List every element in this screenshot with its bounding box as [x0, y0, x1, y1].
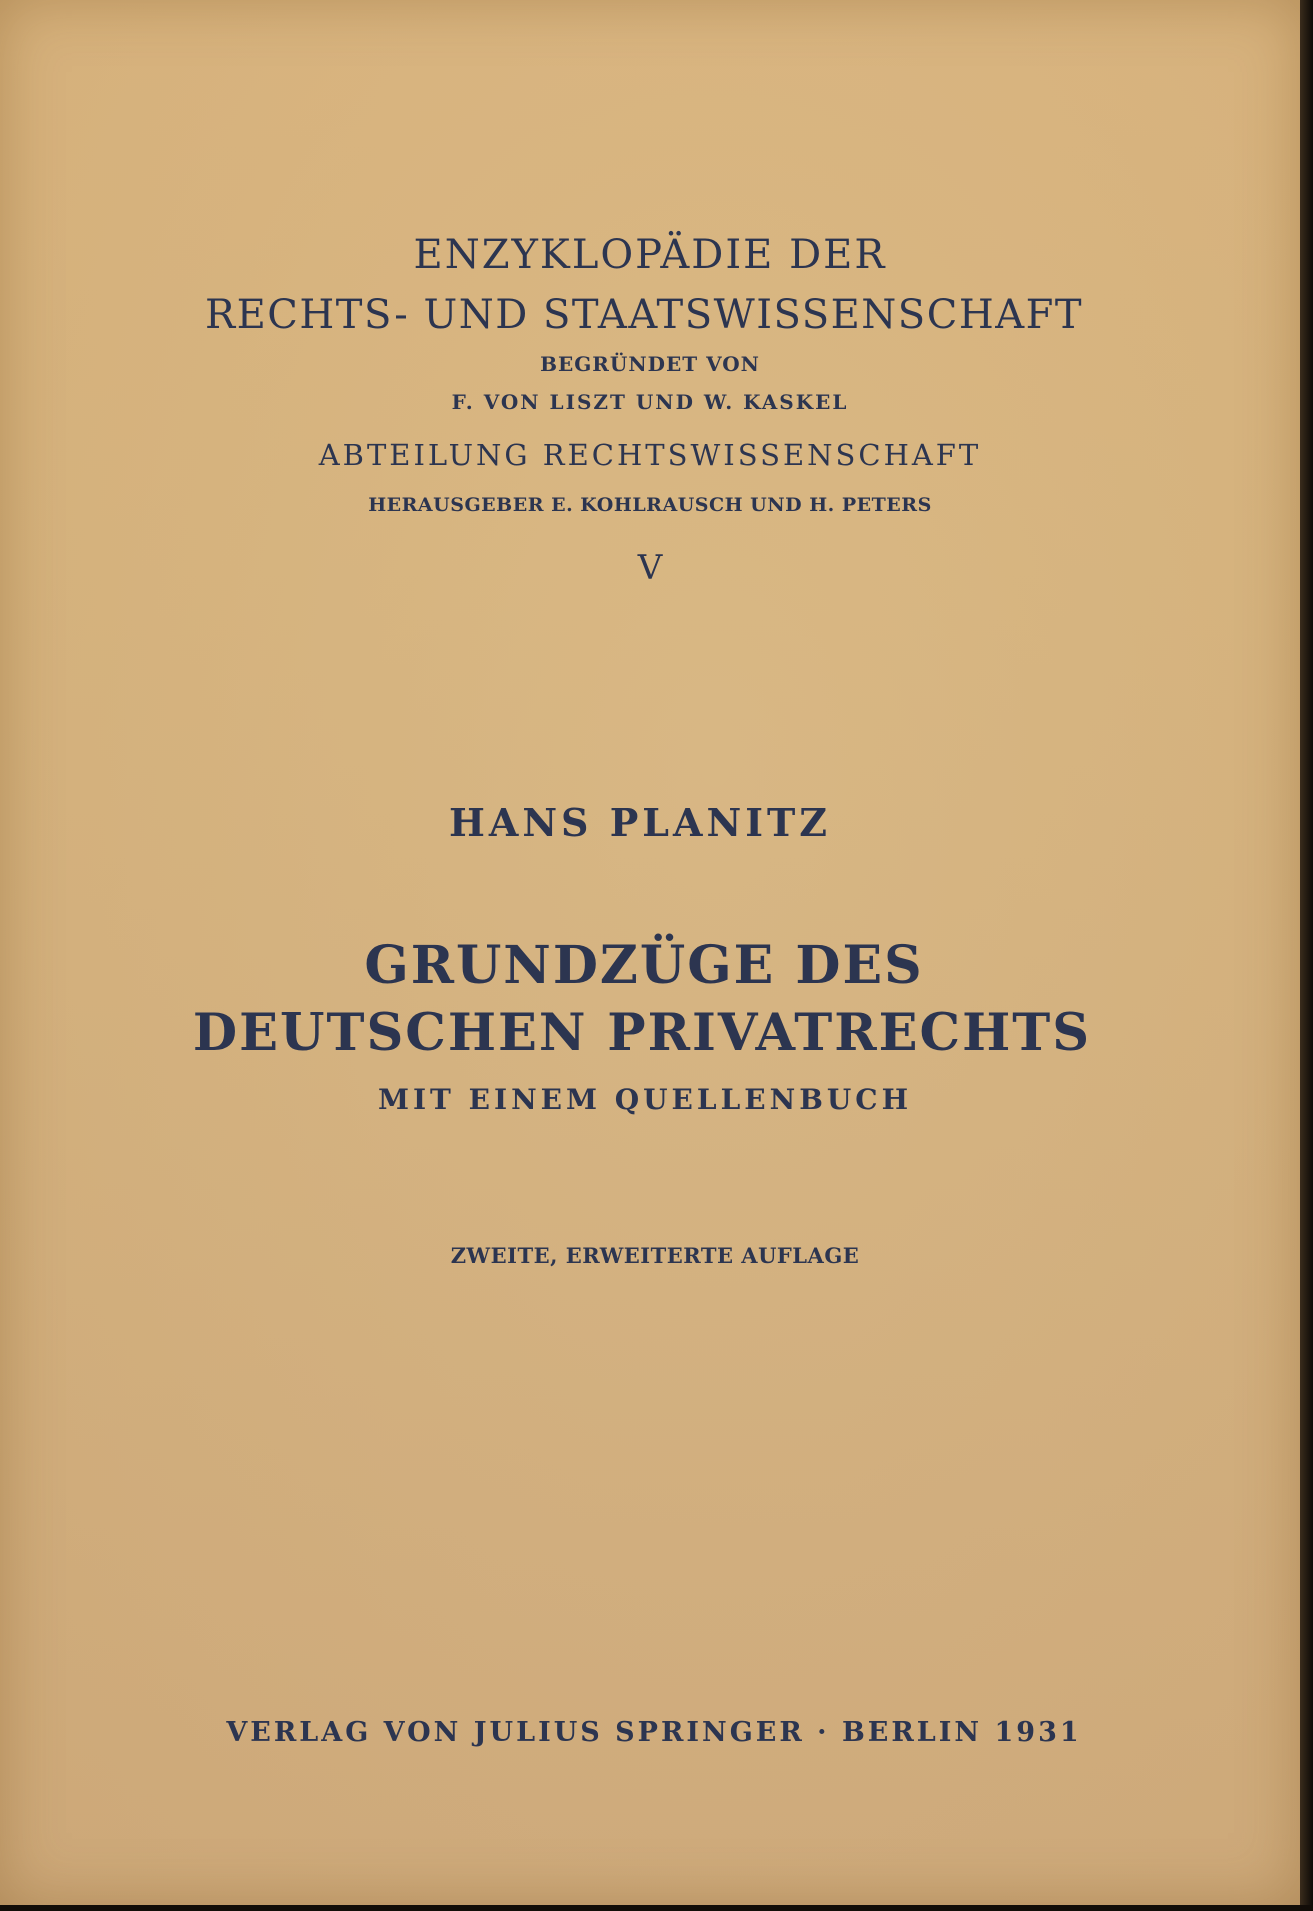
author-name: HANS PLANITZ [448, 800, 832, 845]
book-subtitle: MIT EINEM QUELLENBUCH [377, 1083, 913, 1116]
edition-note: ZWEITE, ERWEITERTE AUFLAGE [450, 1243, 860, 1268]
publisher-imprint: VERLAG VON JULIUS SPRINGER · BERLIN 1931 [226, 1717, 1082, 1748]
series-title-line-1: ENZYKLOPÄDIE DER [413, 232, 887, 278]
page-edge-shadow [1300, 0, 1313, 1911]
division-title: ABTEILUNG RECHTSWISSENSCHAFT [318, 438, 982, 472]
page-bottom-edge [0, 1905, 1313, 1911]
book-title-line-1: GRUNDZÜGE DES [364, 935, 924, 996]
series-title-line-2: RECHTS- UND STAATSWISSENSCHAFT [204, 292, 1084, 338]
volume-number: V [637, 548, 663, 588]
book-title-line-2: DEUTSCHEN PRIVATRECHTS [192, 1003, 1092, 1063]
editors: HERAUSGEBER E. KOHLRAUSCH UND H. PETERS [368, 494, 932, 516]
founded-by-label: BEGRÜNDET VON [540, 352, 760, 376]
founders: F. VON LISZT UND W. KASKEL [451, 390, 849, 414]
